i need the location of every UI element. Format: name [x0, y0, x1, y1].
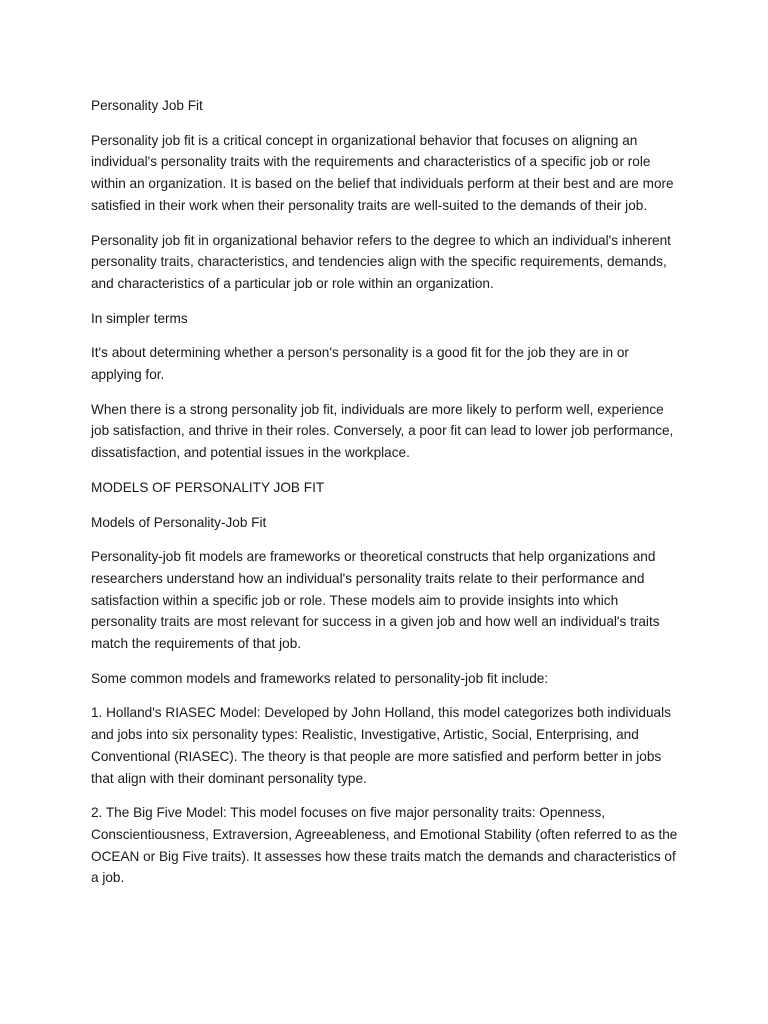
- list-item-big-five: 2. The Big Five Model: This model focuses on five major personality traits: Openness, Conscientiousness, Extraversion, Agreeableness, and Emotional Stability (often referred to as the OCEAN or Big Five traits). It assesses how these traits match the demands and characteristics of a job.: [91, 805, 678, 886]
- paragraph-good-fit: It's about determining whether a person's personality is a good fit for the job they are in or applying for.: [91, 345, 629, 383]
- subheading-models: Models of Personality-Job Fit: [91, 514, 267, 530]
- list-item-riasec: 1. Holland's RIASEC Model: Developed by John Holland, this model categorizes both individuals and jobs into six personality types: Realistic, Investigative, Artistic, Social, Enterprising, and Conventional (RIASEC). The theory is that people are more satisfied and perform better in jobs that align with their dominant personality type.: [91, 705, 671, 786]
- paragraph-definition: Personality job fit is a critical concept in organizational behavior that focuses on aligning an individual's personality traits with the requirements and characteristics of a specific job or role within an organization. It is based on the belief that individuals perform at their best and are more satisfied in their work when their personality traits are well-suited to the demands of their job.: [91, 132, 674, 213]
- paragraph-ob-definition: Personality job fit in organizational behavior refers to the degree to which an individual's inherent personality traits, characteristics, and tendencies align with the specific requirements, demands, and characteristics of a particular job or role within an organization.: [91, 232, 671, 291]
- section-heading-models: MODELS OF PERSONALITY JOB FIT: [91, 479, 325, 495]
- paragraph-models-intro: Personality-job fit models are frameworks or theoretical constructs that help organizations and researchers understand how an individual's personality traits relate to their performance and satisfaction within a specific job or role. These models aim to provide insights into which personality traits are most relevant for success in a given job and how well an individual's traits match the requirements of that job.: [91, 549, 660, 652]
- document-title: Personality Job Fit: [91, 98, 203, 113]
- paragraph-common-models: Some common models and frameworks related to personality-job fit include:: [91, 670, 549, 686]
- paragraph-simpler-terms: In simpler terms: [91, 310, 188, 326]
- paragraph-strong-fit: When there is a strong personality job fit, individuals are more likely to perform well, experience job satisfaction, and thrive in their roles. Conversely, a poor fit can lead to lower job performance, dissatisfaction, and potential issues in the workplace.: [91, 401, 674, 461]
